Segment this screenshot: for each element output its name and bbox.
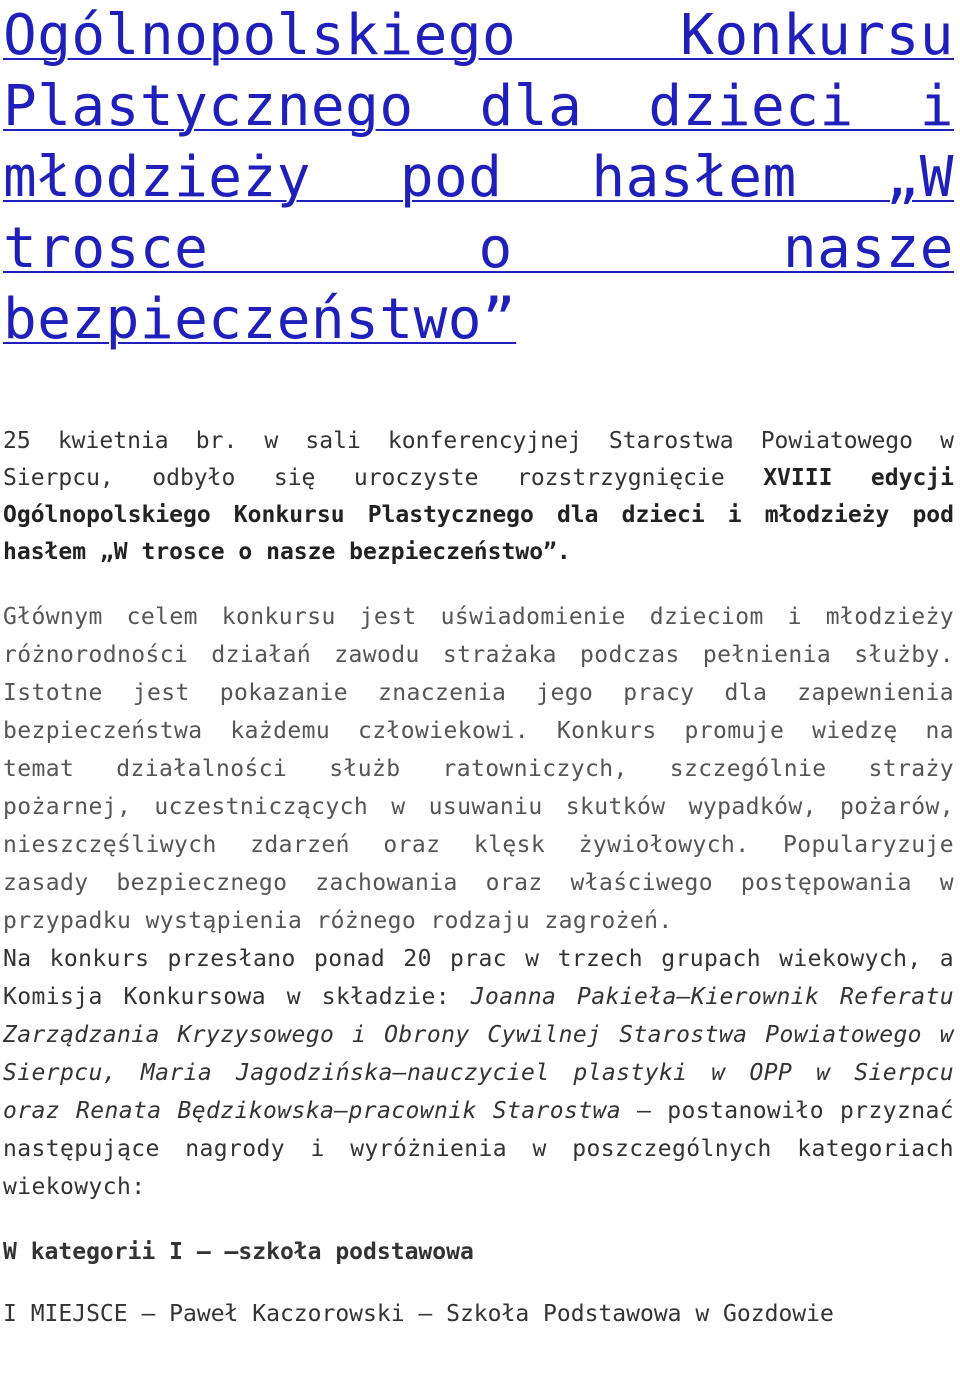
works-intro-text: Na konkurs przesłano ponad 20 prac w trzech grupach wiekowych, a Komisja Konkursowa w składzie: (3, 946, 954, 1010)
category-heading: W kategorii I – –szkoła podstawowa (3, 1239, 474, 1265)
commission-text: Joanna Pakieła–Kierownik Referatu Zarządzania Kryzysowego i Obrony Cywilnej Starostwa Powiatowego w Sierpcu, Maria Jagodzińska–nauczyciel plastyki w OPP w Sierpcu oraz Renata Będzikowska–pracownik Starostwa (3, 984, 954, 1124)
works-outro-text: – postanowiło przyznać następujące nagrody i wyróżnienia w poszczególnych kategoriach wiekowych: (3, 1098, 954, 1200)
place-entry: I MIEJSCE – Paweł Kaczorowski – Szkoła Podstawowa w Gozdowie (3, 1301, 834, 1327)
works-paragraph (3, 940, 954, 1206)
intro-bold-text: XVIII edycji Ogólnopolskiego Konkursu Plastycznego dla dzieci i młodzieży pod hasłem „W trosce o nasze bezpieczeństwo”. (3, 465, 954, 565)
article-title (3, 0, 954, 355)
intro-text: 25 kwietnia br. w sali konferencyjnej Starostwa Powiatowego w Sierpcu, odbyło się uroczyste rozstrzygnięcie (3, 428, 954, 491)
goal-paragraph: Głównym celem konkursu jest uświadomienie dzieciom i młodzieży różnorodności działań zawodu strażaka podczas pełnienia służby. Istotne jest pokazanie znaczenia jego pracy dla zapewnienia bezpieczeństwa każdemu człowiekowi. Konkurs promuje wiedzę na temat działalności służb ratowniczych, szczególnie straży pożarnej, uczestniczących w usuwaniu skutków wypadków, pożarów, nieszczęśliwych zdarzeń oraz klęsk żywiołowych. Popularyzuje zasady bezpiecznego zachowania oraz właściwego postępowania w przypadku wystąpienia różnego rodzaju zagrożeń. (3, 604, 954, 934)
article-title-link[interactable]: Ogólnopolskiego Konkursu Plastycznego dla dzieci i młodzieży pod hasłem „W trosce o nasze bezpieczeństwo” (3, 3, 954, 352)
intro-paragraph (3, 423, 954, 571)
